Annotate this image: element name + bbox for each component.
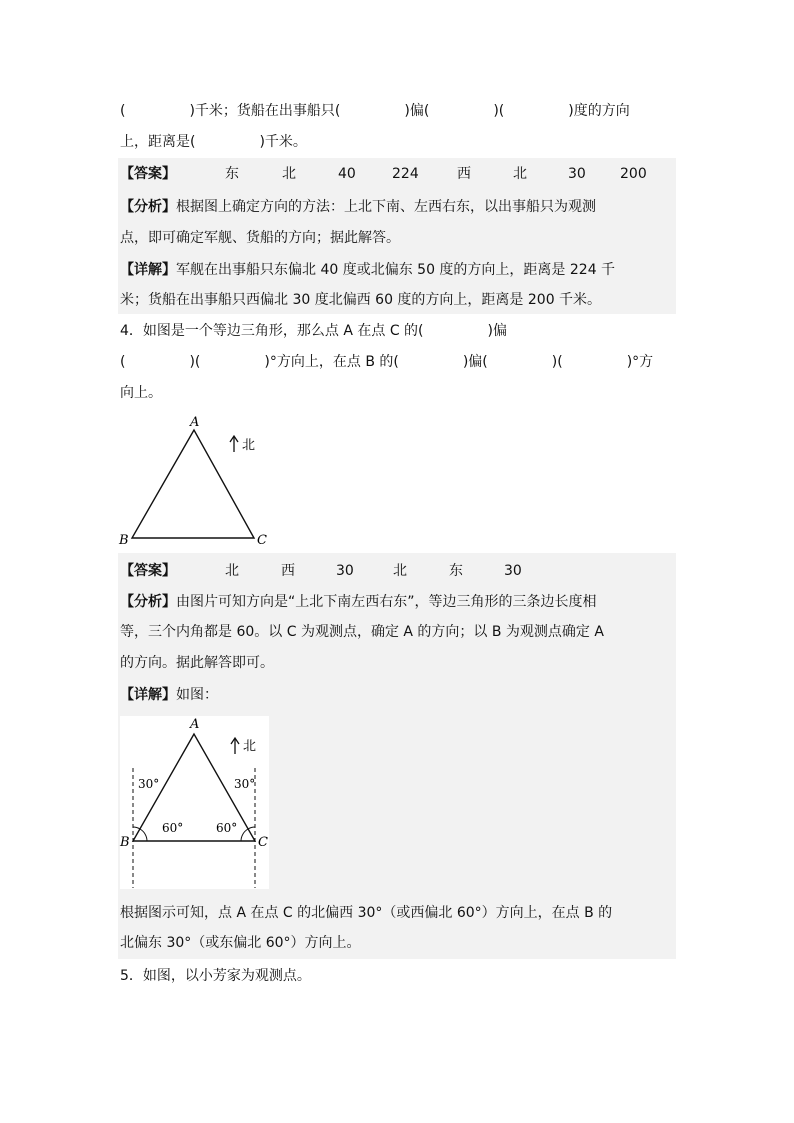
angle-figure	[116, 712, 276, 892]
angle-arc-c	[241, 829, 248, 841]
vertex-b-label: B	[120, 835, 130, 850]
q3-line-2	[120, 132, 307, 152]
vertex-c-label: C	[257, 533, 267, 548]
analysis-text: 由图片可知方向是“上北下南左西右东”，等边三角形的三条边长度相	[176, 594, 597, 610]
detail-text: 军舰在出事船只东偏北 40 度或北偏东 50 度的方向上，距离是 224 千	[176, 262, 616, 278]
q3-text: )偏(	[404, 103, 430, 119]
angle-arc-c-top	[248, 827, 255, 829]
q4-text: )°方向上，在点 B 的(	[264, 354, 399, 370]
q3-text: )千米；货船在出事船只(	[189, 103, 341, 119]
north-arrow-icon	[231, 738, 239, 754]
analysis-text: 根据图上确定方向的方法：上北下南、左西右东，以出事船只为观测	[176, 199, 596, 215]
angle-label-30-left: 30°	[138, 777, 160, 791]
angle-label-60-right: 60°	[216, 821, 238, 835]
vertex-c-label: C	[258, 835, 268, 850]
answer-value: 西	[281, 563, 295, 579]
detail-label: 【详解】	[120, 687, 176, 703]
q3-analysis-line-1	[120, 197, 680, 217]
q3-text: )度的方向	[568, 103, 630, 119]
north-label: 北	[243, 739, 257, 754]
angle-label-30-right: 30°	[234, 777, 256, 791]
q3-detail-line-1	[120, 260, 680, 280]
q3-text: )(	[493, 103, 505, 119]
q4-answer-row	[120, 561, 680, 581]
q4-text: )(	[551, 354, 563, 370]
answer-value: 200	[620, 166, 647, 182]
q4-analysis-line-3: 的方向。据此解答即可。	[120, 655, 274, 671]
q4-line-3: 向上。	[120, 385, 162, 401]
q4-text: )°方	[626, 354, 654, 370]
answer-value: 30	[336, 563, 354, 579]
answer-label: 【答案】	[120, 166, 176, 182]
q4-text: 4．如图是一个等边三角形，那么点 A 在点 C 的(	[120, 323, 424, 339]
vertex-a-label: A	[190, 717, 200, 732]
north-label: 北	[242, 438, 256, 453]
answer-label: 【答案】	[120, 563, 176, 579]
q3-answer-row	[120, 164, 680, 184]
q4-conclusion-line-1: 根据图示可知，点 A 在点 C 的北偏西 30°（或西偏北 60°）方向上，在点 B 的	[120, 905, 613, 921]
answer-value: 北	[513, 166, 527, 182]
answer-value: 北	[393, 563, 407, 579]
answer-value: 北	[282, 166, 296, 182]
q3-text: 上，距离是(	[120, 134, 196, 150]
q3-detail-line-2: 米；货船在出事船只西偏北 30 度北偏西 60 度的方向上，距离是 200 千米。	[120, 292, 602, 308]
vertex-a-label: A	[190, 415, 200, 430]
answer-value: 北	[225, 563, 239, 579]
q4-text: )偏(	[462, 354, 488, 370]
q4-text: )(	[189, 354, 201, 370]
q4-detail-line	[120, 685, 680, 705]
q3-text: (	[120, 103, 126, 119]
answer-value: 30	[504, 563, 522, 579]
answer-value: 东	[225, 166, 239, 182]
vertex-b-label: B	[119, 533, 129, 548]
answer-value: 40	[338, 166, 356, 182]
triangle-figure	[116, 412, 276, 550]
analysis-label: 【分析】	[120, 594, 176, 610]
q3-analysis-line-2: 点，即可确定军舰、货船的方向；据此解答。	[120, 230, 400, 246]
angle-arc-b	[140, 829, 147, 841]
q4-line-1	[120, 321, 507, 341]
q3-line-1	[120, 101, 630, 121]
answer-value: 224	[392, 166, 419, 182]
q4-line-2	[120, 352, 653, 372]
answer-value: 东	[449, 563, 463, 579]
q4-analysis-line-2: 等，三个内角都是 60。以 C 为观测点，确定 A 的方向；以 B 为观测点确定 A	[120, 624, 604, 640]
detail-label: 【详解】	[120, 262, 176, 278]
answer-value: 西	[457, 166, 471, 182]
q4-conclusion-line-2: 北偏东 30°（或东偏北 60°）方向上。	[120, 935, 361, 951]
analysis-label: 【分析】	[120, 199, 176, 215]
q5-line: 5．如图，以小芳家为观测点。	[120, 968, 311, 984]
q4-text: (	[120, 354, 126, 370]
north-arrow-icon	[230, 436, 238, 452]
q4-text: )偏	[487, 323, 507, 339]
q4-analysis-line-1	[120, 592, 680, 612]
detail-text: 如图：	[176, 687, 218, 703]
angle-arc-b-top	[133, 827, 140, 829]
triangle-shape	[132, 430, 254, 538]
q3-text: )千米。	[259, 134, 307, 150]
answer-value: 30	[568, 166, 586, 182]
angle-label-60-left: 60°	[162, 821, 184, 835]
